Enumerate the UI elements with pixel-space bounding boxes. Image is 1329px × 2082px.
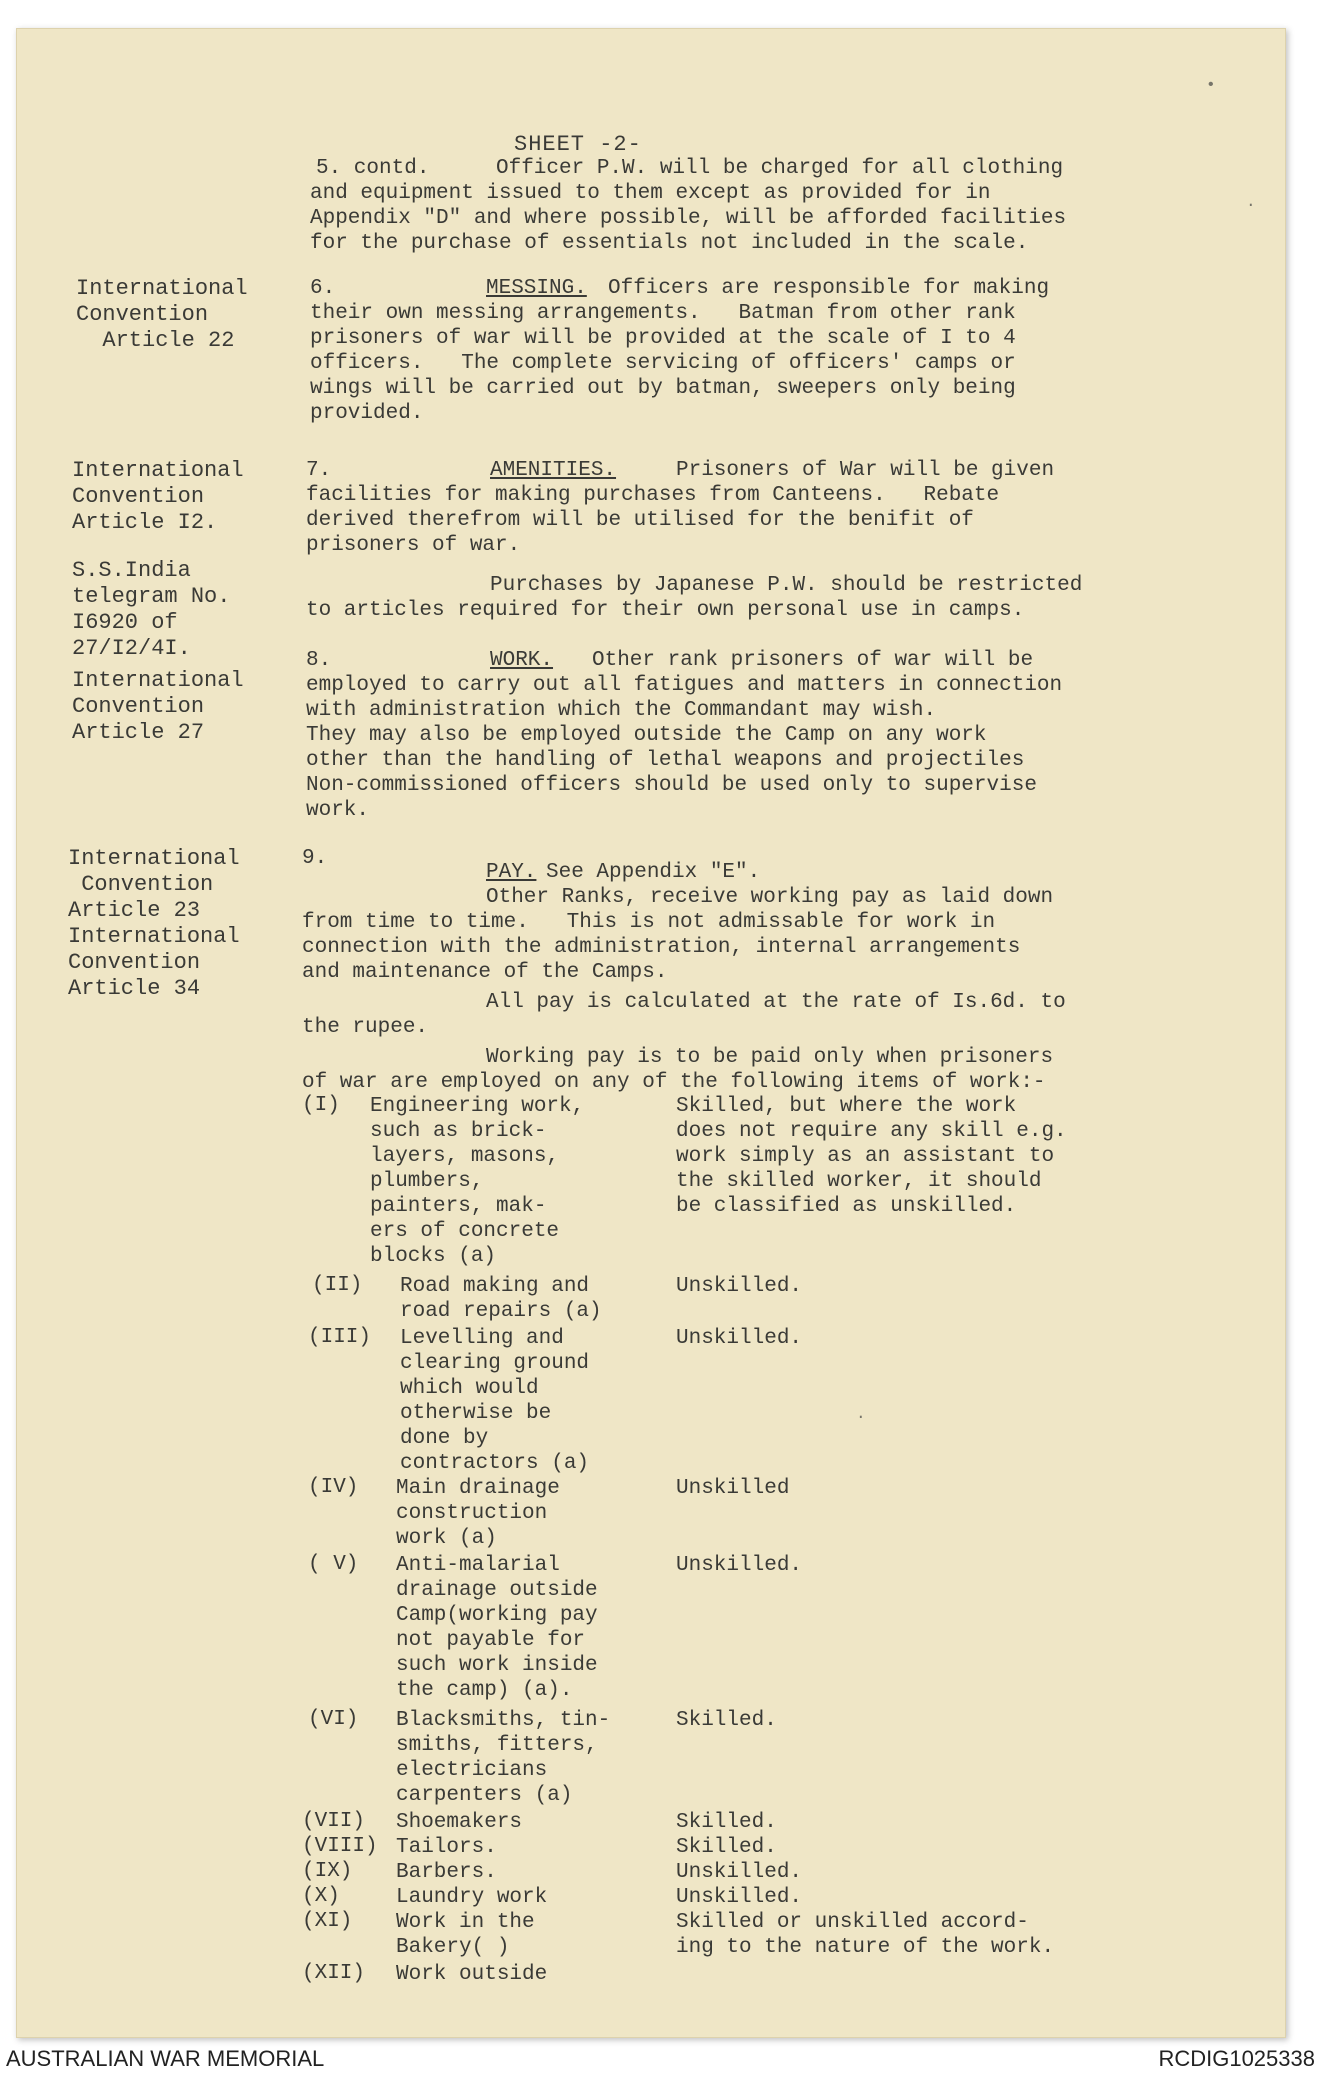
section-6-line: prisoners of war will be provided at the scale of I to 4: [310, 327, 1016, 350]
section-9-heading: PAY.: [486, 861, 537, 884]
section-6-number: 6.: [310, 277, 336, 300]
section-7-line: derived therefrom will be utilised for the benifit of: [306, 509, 974, 532]
section-5-line: Appendix "D" and where possible, will be afforded facilities: [310, 207, 1067, 230]
section-8-number: 8.: [306, 649, 332, 672]
work-item-description: Tailors.: [396, 1836, 497, 1859]
section-6-line: Officers are responsible for making: [608, 277, 1050, 300]
work-item-classification: Skilled.: [676, 1836, 777, 1859]
work-item-description: Work in the Bakery( ): [396, 1911, 535, 1959]
section-9-heading-rest: See Appendix "E".: [546, 861, 761, 884]
work-item-number: (II): [312, 1274, 363, 1297]
section-8-line: other than the handling of lethal weapons and projectiles: [306, 749, 1025, 772]
work-item-number: (III): [308, 1326, 372, 1349]
section-9-line: Other Ranks, receive working pay as laid down: [486, 886, 1054, 909]
work-item-description: Shoemakers: [396, 1811, 523, 1834]
section-7-line: prisoners of war.: [306, 534, 521, 557]
section-9-number: 9.: [302, 847, 328, 870]
section-8-margin-reference: International Convention Article 27: [72, 668, 244, 745]
work-item-description: Engineering work, such as brick- layers, masons, plumbers, painters, mak- ers of concrete blocks (a): [370, 1095, 585, 1268]
section-8-heading: WORK.: [490, 649, 554, 672]
footer-record-id: RCDIG1025338: [1158, 2046, 1315, 2071]
work-item-number: (I): [302, 1094, 340, 1117]
paper-mark: ·: [1246, 196, 1256, 214]
section-7-telegram-reference: S.S.India telegram No. I6920 of 27/I2/4I.: [72, 558, 231, 661]
section-5-line: Officer P.W. will be charged for all clothing: [496, 157, 1064, 180]
work-item-classification: Unskilled.: [676, 1275, 803, 1298]
work-item-classification: Skilled or unskilled accord- ing to the nature of the work.: [676, 1911, 1055, 1959]
work-item-number: (VII): [302, 1810, 366, 1833]
section-8-line: with administration which the Commandant may wish.: [306, 699, 937, 722]
section-7-para2-line: to articles required for their own personal use in camps.: [306, 599, 1025, 622]
archive-footer: [0, 2046, 1329, 2074]
work-item-number: (VIII): [302, 1835, 378, 1858]
section-6-line: their own messing arrangements. Batman from other rank: [310, 302, 1016, 325]
work-item-description: Barbers.: [396, 1861, 497, 1884]
work-item-description: Road making and road repairs (a): [400, 1275, 602, 1323]
work-item-classification: Skilled, but where the work does not require any skill e.g. work simply as an assistant to the skilled worker, it should be classified as unskilled.: [676, 1095, 1067, 1218]
section-7-line: facilities for making purchases from Canteens. Rebate: [306, 484, 1000, 507]
paper-mark: •: [1206, 76, 1216, 94]
work-item-classification: Unskilled.: [676, 1861, 803, 1884]
work-item-number: (IX): [302, 1860, 353, 1883]
section-9-line: from time to time. This is not admissable for work in: [302, 911, 996, 934]
section-5-number: 5. contd.: [316, 157, 430, 180]
section-8-line: They may also be employed outside the Camp on any work: [306, 724, 987, 747]
section-6-heading: MESSING.: [486, 277, 587, 300]
section-5-line: for the purchase of essentials not included in the scale.: [310, 232, 1029, 255]
work-item-number: ( V): [308, 1553, 359, 1576]
section-6-line: wings will be carried out by batman, sweepers only being: [310, 377, 1016, 400]
work-item-number: (VI): [308, 1708, 359, 1731]
section-9-para3-line: of war are employed on any of the following items of work:-: [302, 1071, 1046, 1094]
work-item-number: (XI): [302, 1910, 353, 1933]
work-item-description: Anti-malarial drainage outside Camp(working pay not payable for such work inside the camp) (a).: [396, 1554, 598, 1702]
section-6-line: provided.: [310, 402, 424, 425]
section-6-margin-reference: International Convention Article 22: [76, 276, 248, 353]
section-7-para2-line: Purchases by Japanese P.W. should be restricted: [490, 574, 1083, 597]
work-item-description: Levelling and clearing ground which would otherwise be done by contractors (a): [400, 1327, 590, 1475]
section-8-line: work.: [306, 799, 370, 822]
work-item-classification: Unskilled.: [676, 1554, 803, 1577]
section-9-para2-line: the rupee.: [302, 1016, 429, 1039]
section-7-heading: AMENITIES.: [490, 459, 617, 482]
work-item-description: Work outside: [396, 1963, 548, 1986]
work-item-description: Blacksmiths, tin- smiths, fitters, electricians carpenters (a): [396, 1709, 611, 1807]
footer-institution: AUSTRALIAN WAR MEMORIAL: [6, 2046, 325, 2071]
work-item-description: Main drainage construction work (a): [396, 1477, 560, 1550]
section-7-number: 7.: [306, 459, 332, 482]
section-8-line: Other rank prisoners of war will be: [592, 649, 1034, 672]
work-item-classification: Unskilled: [676, 1477, 790, 1500]
section-8-line: employed to carry out all fatigues and matters in connection: [306, 674, 1063, 697]
section-9-margin-reference: International Convention Article 23 International Convention Article 34: [68, 846, 240, 1001]
sheet-title: SHEET -2-: [514, 132, 642, 157]
paper-mark: ·: [856, 1408, 866, 1426]
work-item-number: (X): [302, 1885, 340, 1908]
section-9-line: and maintenance of the Camps.: [302, 961, 668, 984]
work-item-classification: Skilled.: [676, 1709, 777, 1732]
section-8-line: Non-commissioned officers should be used only to supervise: [306, 774, 1037, 797]
document-page: [16, 28, 1286, 2038]
section-9-para2-line: All pay is calculated at the rate of Is.6d. to: [486, 991, 1066, 1014]
work-item-classification: Unskilled.: [676, 1886, 803, 1909]
section-9-line: connection with the administration, internal arrangements: [302, 936, 1021, 959]
work-item-number: (IV): [308, 1476, 359, 1499]
work-item-description: Laundry work: [396, 1886, 548, 1909]
work-item-number: (XII): [302, 1962, 366, 1985]
section-9-para3-line: Working pay is to be paid only when prisoners: [486, 1046, 1054, 1069]
work-item-classification: Skilled.: [676, 1811, 777, 1834]
section-5-line: and equipment issued to them except as provided for in: [310, 182, 991, 205]
section-7-margin-reference: International Convention Article I2.: [72, 458, 244, 535]
section-7-line: Prisoners of War will be given: [676, 459, 1055, 482]
section-6-line: officers. The complete servicing of officers' camps or: [310, 352, 1016, 375]
work-item-classification: Unskilled.: [676, 1327, 803, 1350]
